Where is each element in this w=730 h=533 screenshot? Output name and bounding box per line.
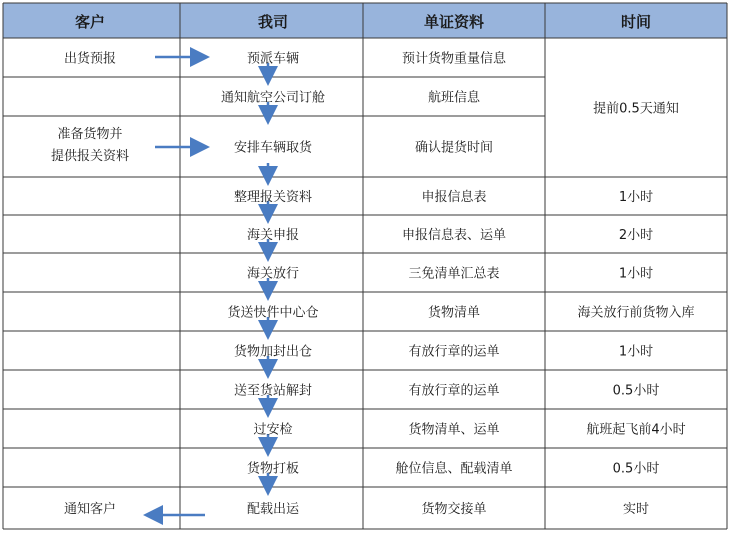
time-cell-10: 0.5小时 xyxy=(612,461,660,477)
company-cell-3: 整理报关资料 xyxy=(233,190,313,205)
customer-note-line-1: 准备货物并 xyxy=(57,127,123,142)
document-cell-7: 有放行章的运单 xyxy=(408,344,500,360)
company-cell-6: 货送快件中心仓 xyxy=(227,305,319,321)
company-cell-1: 通知航空公司订舱 xyxy=(220,90,326,106)
document-cell-2: 确认提货时间 xyxy=(414,140,494,156)
header-customer: 客户 xyxy=(74,13,106,31)
company-cell-8: 送至货站解封 xyxy=(233,383,313,399)
time-cell-5: 1小时 xyxy=(618,266,654,282)
time-note-merged: 提前0.5天通知 xyxy=(593,101,679,117)
company-cell-9: 过安检 xyxy=(253,422,293,438)
company-cell-4: 海关申报 xyxy=(246,228,300,243)
time-cell-6: 海关放行前货物入库 xyxy=(577,305,695,321)
document-cell-1: 航班信息 xyxy=(427,90,481,106)
time-cell-4: 2小时 xyxy=(618,228,654,243)
company-cell-7: 货物加封出仓 xyxy=(233,344,313,360)
table-cells xyxy=(51,51,695,518)
document-cell-4: 申报信息表、运单 xyxy=(401,228,507,243)
customer-cell-11: 通知客户 xyxy=(63,502,117,517)
time-cell-11: 实时 xyxy=(622,502,650,517)
document-cell-3: 申报信息表 xyxy=(421,190,487,205)
company-cell-11: 配载出运 xyxy=(246,502,300,517)
header-company: 我司 xyxy=(257,13,289,31)
document-cell-6: 货物清单 xyxy=(427,305,481,321)
time-cell-9: 航班起飞前4小时 xyxy=(586,422,686,438)
document-cell-11: 货物交接单 xyxy=(421,502,487,517)
time-cell-3: 1小时 xyxy=(618,190,654,205)
header-documents: 单证资料 xyxy=(423,13,485,31)
customer-note-line-2: 提供报关资料 xyxy=(50,149,130,164)
document-cell-0: 预计货物重量信息 xyxy=(401,51,507,67)
document-cell-8: 有放行章的运单 xyxy=(408,383,500,399)
document-cell-9: 货物清单、运单 xyxy=(408,422,500,438)
company-cell-10: 货物打板 xyxy=(246,461,300,477)
flow-arrows xyxy=(148,57,268,515)
document-cell-10: 舱位信息、配载清单 xyxy=(395,461,513,477)
company-cell-0: 预派车辆 xyxy=(246,51,300,67)
header-row-background xyxy=(3,3,727,38)
header-time: 时间 xyxy=(620,13,652,31)
company-cell-5: 海关放行 xyxy=(246,266,300,282)
company-cell-2: 安排车辆取货 xyxy=(233,140,313,156)
time-cell-7: 1小时 xyxy=(618,344,654,360)
time-cell-8: 0.5小时 xyxy=(612,383,660,399)
document-cell-5: 三免清单汇总表 xyxy=(408,266,500,282)
customer-cell-0: 出货预报 xyxy=(63,51,117,67)
